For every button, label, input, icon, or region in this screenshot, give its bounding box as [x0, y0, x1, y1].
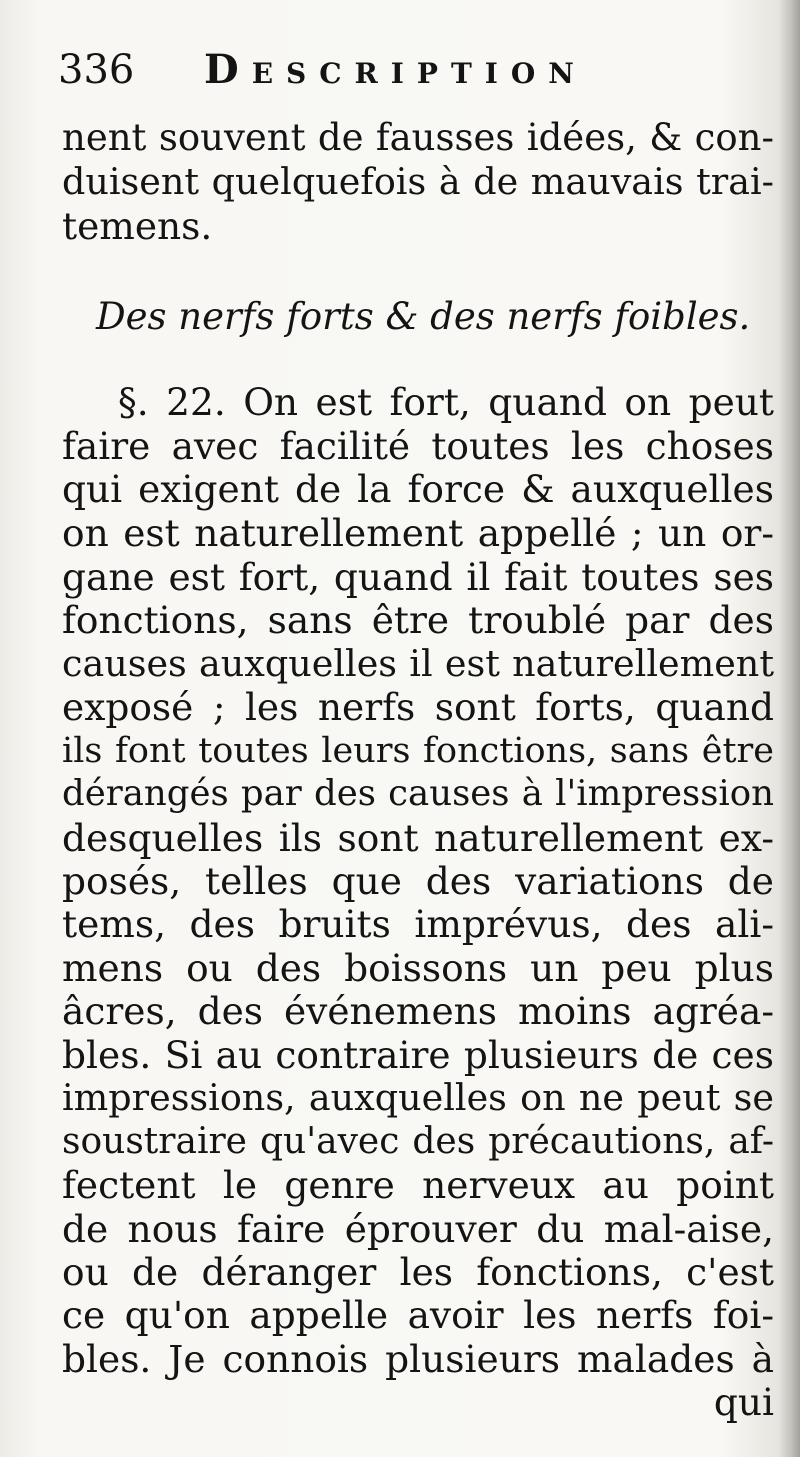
text-line: ce qu'on appelle avoir les nerfs foi-	[62, 1293, 774, 1337]
text-line: duisent quelquefois à de mauvais trai-	[62, 160, 774, 203]
page-gutter-shadow	[778, 0, 800, 1457]
text-line: de nous faire éprouver du mal-aise,	[62, 1207, 774, 1251]
text-line: fectent le genre nerveux au point	[62, 1163, 774, 1207]
text-line: fonctions, sans être troublé par des	[62, 598, 774, 642]
text-line: posés, telles que des variations de	[62, 859, 774, 903]
text-line: soustraire qu'avec des précautions, af-	[62, 1121, 774, 1162]
text-line: exposé ; les nerfs sont forts, quand	[62, 685, 774, 729]
text-line: bles. Je connois plusieurs malades à	[62, 1337, 774, 1381]
text-line: faire avec facilité toutes les choses	[62, 424, 774, 468]
text-line: mens ou des boissons un peu plus	[62, 946, 774, 990]
text-line: desquelles ils sont naturellement ex-	[62, 816, 774, 860]
text-line: âcres, des événemens moins agréa-	[62, 989, 774, 1033]
page-header	[58, 40, 758, 100]
text-line: ils font toutes leurs fonctions, sans être	[62, 731, 774, 771]
text-line: dérangés par des causes à l'impression	[62, 773, 774, 814]
text-line: bles. Si au contraire plusieurs de ces	[62, 1033, 774, 1077]
text-line: causes auxquelles il est naturellement	[62, 642, 774, 685]
text-line: impressions, auxquelles on ne peut se	[62, 1076, 774, 1119]
text-line: gane est fort, quand il fait toutes ses	[62, 555, 774, 599]
paragraph-first-line: §. 22. On est fort, quand on peut	[118, 380, 774, 424]
text-line: qui exigent de la force & auxquelles	[62, 467, 774, 511]
section-title: Des nerfs forts & des nerfs foibles.	[96, 295, 751, 338]
page-number: 336	[58, 47, 135, 93]
running-head: Description	[204, 46, 587, 93]
text-line: nent souvent de fausses idées, & con-	[62, 116, 774, 159]
text-line: on est naturellement appellé ; un or-	[62, 511, 774, 555]
text-line: tems, des bruits imprévus, des ali-	[62, 902, 774, 946]
text-line: temens.	[62, 204, 213, 248]
catchword: qui	[713, 1380, 774, 1424]
text-line: ou de déranger les fonctions, c'est	[62, 1250, 774, 1294]
